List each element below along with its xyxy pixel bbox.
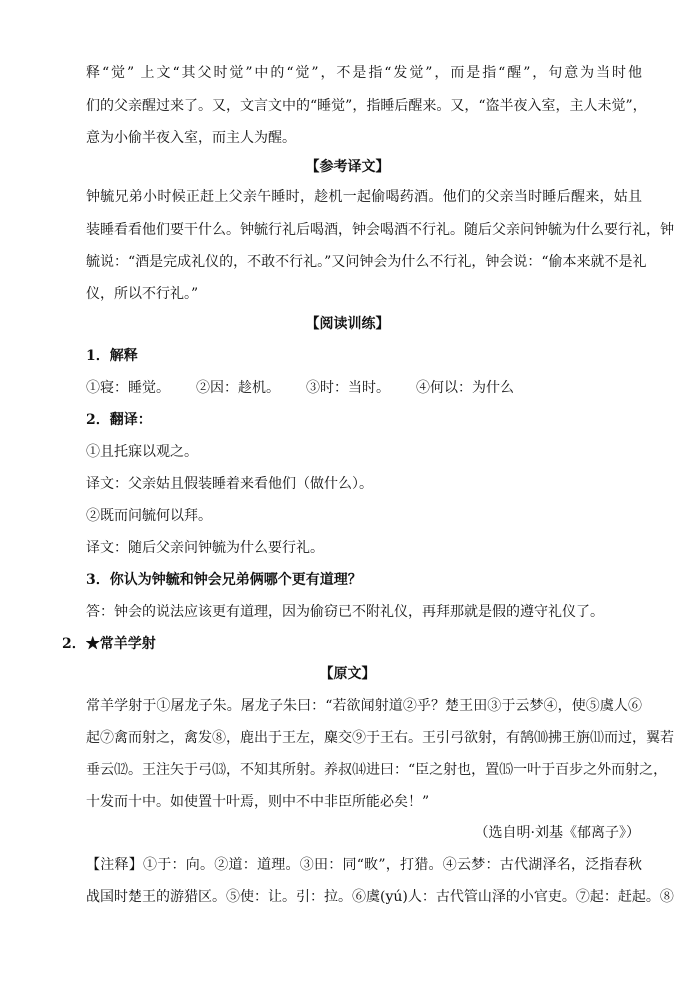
original-line-2: 起⑦禽而射之，禽发⑧，鹿出于王左，麋交⑨于王右。王引弓欲射，有鹄⑽拂王旃⑾而过，翼若 xyxy=(86,730,674,746)
para2-line-1: 钟毓兄弟小时候正赶上父亲午睡时，趁机一起偷喝药酒。他们的父亲当时睡后醒来，姑且 xyxy=(86,189,642,205)
heading-original-text: 【原文】 xyxy=(319,666,376,682)
original-line-4: 十发而十中。如使置十叶焉，则中不中非臣所能必矣！” xyxy=(86,794,430,810)
original-line-3: 垂云⑿。王注矢于弓⒀，不知其所射。养叔⒁进曰：“臣之射也，置⒂一叶于百步之外而射之， xyxy=(86,762,668,778)
para1-line-2: 们的父亲醒过来了。又，文言文中的“睡觉”，指睡后醒来。又，“盗半夜入室，主人未觉”， xyxy=(86,98,647,114)
original-line-1: 常羊学射于①屠龙子朱。屠龙子朱曰：“若欲闻射道②乎？楚王田③于云梦④，使⑤虞人⑥ xyxy=(86,698,642,714)
source-citation: （选自明·刘基《郁离子》） xyxy=(474,825,640,841)
para2-line-3: 毓说：“酒是完成礼仪的，不敢不行礼。”又问钟会为什么不行礼，钟会说：“偷本来就不是礼 xyxy=(86,254,647,270)
q1-item: ④何以：为什么 xyxy=(416,380,514,396)
q2-sentence-1: ①且托寐以观之。 xyxy=(86,444,198,460)
heading-reference-translation: 【参考译文】 xyxy=(305,159,390,175)
q1-title: 1．解释 xyxy=(86,348,138,364)
q1-item: ①寝：睡觉。 xyxy=(86,380,170,396)
para1-line-3: 意为小偷半夜入室，而主人为醒。 xyxy=(86,130,296,146)
section-2-title: 2．★常羊学射 xyxy=(62,636,156,652)
q1-item: ②因：趁机。 xyxy=(196,380,280,396)
q2-answer-2: 译文：随后父亲问钟毓为什么要行礼。 xyxy=(86,540,324,556)
q2-sentence-2: ②既而问毓何以拜。 xyxy=(86,508,212,524)
q2-title: 2．翻译： xyxy=(86,412,152,428)
para2-line-2: 装睡看看他们要干什么。钟毓行礼后喝酒，钟会喝酒不行礼。随后父亲问钟毓为什么要行礼，钟 xyxy=(86,222,674,238)
para2-line-4: 仪，所以不行礼。” xyxy=(86,286,199,302)
heading-reading-training: 【阅读训练】 xyxy=(305,316,390,332)
notes-line-1: 【注释】①于：向。②道：道理。③田：同“畋”，打猎。④云梦：古代湖泽名，泛指春秋 xyxy=(86,857,642,873)
q1-items xyxy=(86,378,540,398)
q1-item: ③时：当时。 xyxy=(306,380,390,396)
notes-line-2: 战国时楚王的游猎区。⑤使：让。引：拉。⑥虞(yú)人：古代管山泽的小官吏。⑦起：赶起。⑧ xyxy=(86,889,674,905)
q3-answer: 答：钟会的说法应该更有道理，因为偷窃已不附礼仪，再拜那就是假的遵守礼仪了。 xyxy=(86,604,604,620)
q2-answer-1: 译文：父亲姑且假装睡着来看他们（做什么）。 xyxy=(86,476,373,492)
para1-line-1: 释“觉” 上文“其父时觉”中的“觉”，不是指“发觉”，而是指“醒”，句意为当时他 xyxy=(86,65,642,81)
q3-title: 3．你认为钟毓和钟会兄弟俩哪个更有道理？ xyxy=(86,572,362,588)
